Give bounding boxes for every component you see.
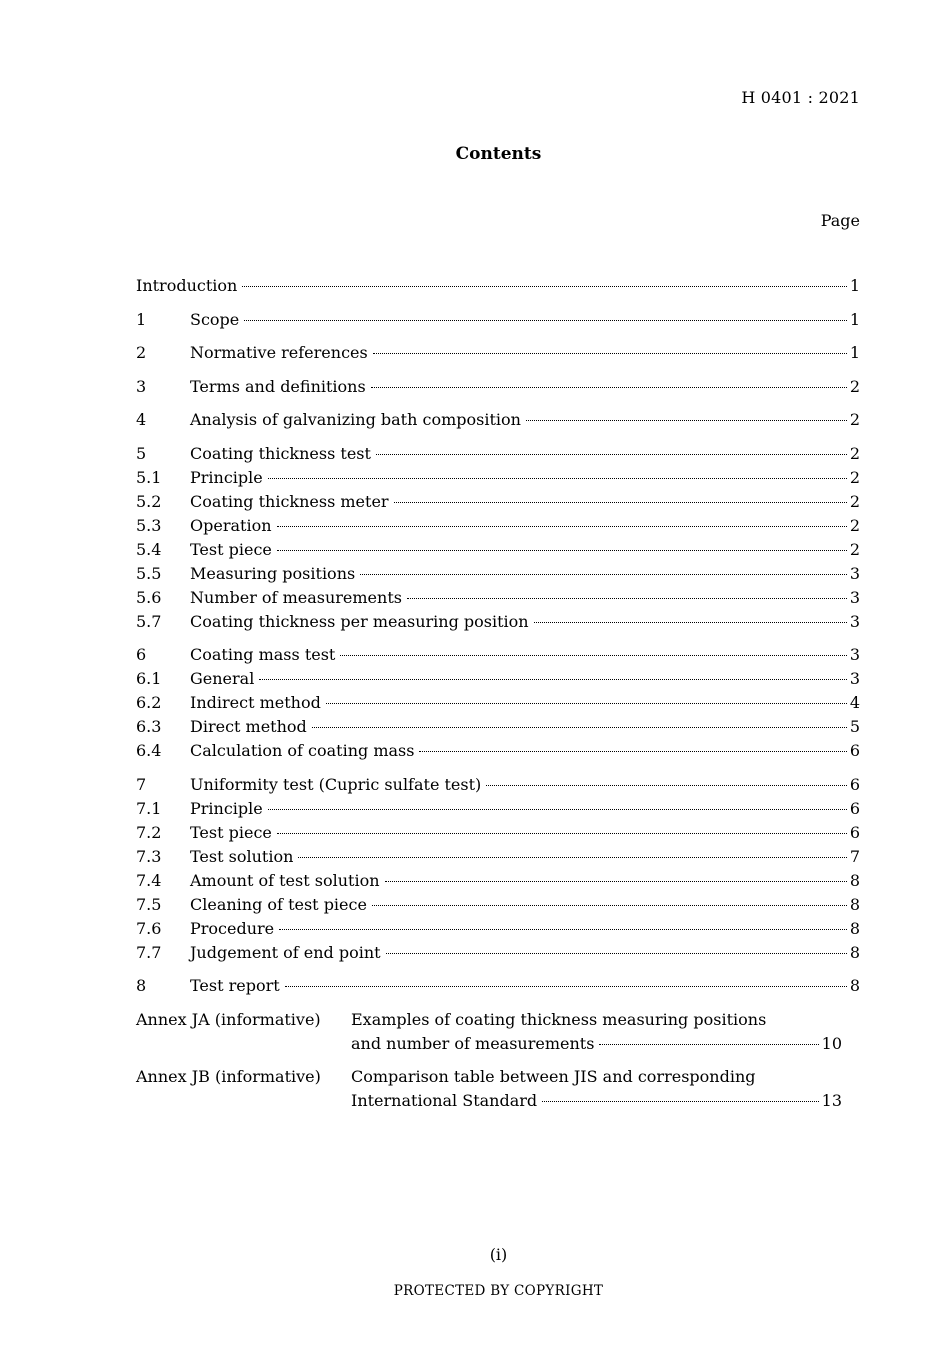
toc-entry-label: Measuring positions <box>190 563 356 583</box>
toc-entry[interactable] <box>136 847 860 871</box>
toc-entry[interactable] <box>136 410 860 434</box>
table-of-contents <box>136 276 860 1115</box>
toc-entry-page: 3 <box>849 611 860 631</box>
toc-entry[interactable] <box>136 377 860 401</box>
toc-entry-label: Calculation of coating mass <box>190 741 415 760</box>
toc-entry-number: 6.3 <box>136 717 162 736</box>
toc-entry-page: 6 <box>849 741 860 760</box>
toc-entry-label: Test piece <box>190 539 272 559</box>
dot-leader <box>386 953 847 954</box>
toc-entry-number: 7.4 <box>136 870 162 890</box>
dot-leader <box>326 703 847 704</box>
dot-leader <box>277 526 847 527</box>
annex-title-line1: Comparison table between JIS and corresponding <box>351 1067 756 1086</box>
toc-entry-number: 7.6 <box>136 918 162 938</box>
toc-entry-label: Terms and definitions <box>190 376 366 396</box>
dot-leader <box>371 387 847 388</box>
toc-entry[interactable] <box>136 564 860 588</box>
toc-entry[interactable] <box>136 540 860 564</box>
toc-entry[interactable] <box>136 645 860 669</box>
toc-entry[interactable] <box>136 612 860 636</box>
toc-entry-page: 3 <box>849 669 860 688</box>
toc-entry[interactable] <box>136 717 860 741</box>
toc-entry[interactable] <box>136 741 860 765</box>
toc-entry[interactable] <box>136 871 860 895</box>
dot-leader <box>340 655 846 656</box>
annex-key: Annex JA (informative) <box>136 1009 321 1029</box>
toc-entry[interactable] <box>136 775 860 799</box>
toc-entry-number: 7.2 <box>136 822 162 842</box>
toc-entry-label: Number of measurements <box>190 587 402 607</box>
toc-entry-label: Procedure <box>190 918 275 938</box>
toc-entry-label: Test report <box>190 976 280 995</box>
toc-entry-label: Indirect method <box>190 693 321 712</box>
toc-entry[interactable] <box>136 588 860 612</box>
toc-entry-page: 8 <box>849 918 860 938</box>
dot-leader <box>419 751 846 752</box>
annex-title-line2: International Standard <box>351 1091 538 1110</box>
toc-entry-page: 1 <box>849 309 860 329</box>
toc-entry-label: Principle <box>190 467 263 487</box>
toc-entry-page: 5 <box>849 717 860 736</box>
toc-entry[interactable] <box>136 276 860 300</box>
toc-entry-number: 6.4 <box>136 741 162 760</box>
dot-leader <box>244 320 847 321</box>
toc-entry[interactable] <box>136 310 860 334</box>
toc-entry[interactable] <box>136 799 860 823</box>
toc-entry-page: 2 <box>849 410 860 429</box>
toc-entry-number: 8 <box>136 976 147 995</box>
toc-entry-page: 8 <box>849 894 860 914</box>
toc-entry-number: 5.1 <box>136 467 162 487</box>
toc-entry[interactable] <box>136 919 860 943</box>
toc-entry-page: 2 <box>849 467 860 487</box>
toc-entry[interactable] <box>136 823 860 847</box>
dot-leader <box>242 286 846 287</box>
toc-entry-label: Uniformity test (Cupric sulfate test) <box>190 774 482 794</box>
toc-entry-label: Principle <box>190 798 263 818</box>
dot-leader <box>385 881 847 882</box>
toc-entry-label: Analysis of galvanizing bath composition <box>190 410 521 429</box>
dot-leader <box>372 905 847 906</box>
toc-entry-page: 6 <box>849 798 860 818</box>
annex-title-line2: and number of measurements <box>351 1033 595 1053</box>
dot-leader <box>526 420 847 421</box>
toc-entry-number: 3 <box>136 376 147 396</box>
toc-entry-page: 1 <box>849 343 860 362</box>
toc-entry-number: 5.3 <box>136 515 162 535</box>
annex-key: Annex JB (informative) <box>136 1067 321 1086</box>
toc-entry-number: 1 <box>136 309 147 329</box>
toc-entry-page: 8 <box>849 942 860 962</box>
toc-entry[interactable] <box>136 669 860 693</box>
toc-entry-number: 6.1 <box>136 669 162 688</box>
dot-leader <box>360 574 847 575</box>
toc-entry[interactable] <box>136 343 860 367</box>
dot-leader <box>259 679 846 680</box>
toc-entry-number: 5.5 <box>136 563 162 583</box>
toc-entry[interactable] <box>136 444 860 468</box>
dot-leader <box>376 454 847 455</box>
toc-entry-label: Judgement of end point <box>190 942 381 962</box>
toc-entry-number: 6 <box>136 645 147 664</box>
toc-entry-label: Coating thickness per measuring position <box>190 611 529 631</box>
annex-entry[interactable] <box>136 1067 860 1115</box>
toc-entry-page: 7 <box>849 846 860 866</box>
toc-entry-label: Test piece <box>190 822 272 842</box>
dot-leader <box>486 785 847 786</box>
toc-entry-number: 7 <box>136 774 147 794</box>
toc-entry[interactable] <box>136 516 860 540</box>
toc-entry-number: 5.6 <box>136 587 162 607</box>
toc-entry[interactable] <box>136 943 860 967</box>
toc-entry-number: 7.7 <box>136 942 162 962</box>
annex-page: 13 <box>821 1091 842 1110</box>
toc-entry-number: 5.7 <box>136 611 162 631</box>
dot-leader <box>599 1044 818 1045</box>
toc-entry-page: 3 <box>849 645 860 664</box>
toc-entry-page: 1 <box>849 276 860 295</box>
annex-page: 10 <box>821 1033 842 1053</box>
toc-entry-page: 6 <box>849 822 860 842</box>
page-column-heading: Page <box>820 211 860 230</box>
toc-entry-label: Normative references <box>190 343 368 362</box>
toc-entry-label: Coating thickness meter <box>190 491 389 511</box>
toc-entry-number: 5 <box>136 443 147 463</box>
toc-entry-label: Cleaning of test piece <box>190 894 367 914</box>
toc-entry-label: Test solution <box>190 846 294 866</box>
toc-entry-label: Coating mass test <box>190 645 336 664</box>
toc-entry-label: Amount of test solution <box>190 870 380 890</box>
toc-entry-label: General <box>190 669 255 688</box>
toc-entry[interactable] <box>136 492 860 516</box>
toc-entry-page: 8 <box>849 976 860 995</box>
toc-entry[interactable] <box>136 693 860 717</box>
toc-entry-number: 5.2 <box>136 491 162 511</box>
dot-leader <box>394 502 847 503</box>
toc-entry-number: 7.5 <box>136 894 162 914</box>
toc-entry[interactable] <box>136 976 860 1000</box>
standard-number: H 0401 : 2021 <box>741 88 860 107</box>
toc-entry-number: 7.1 <box>136 798 162 818</box>
toc-entry-page: 2 <box>849 491 860 511</box>
toc-entry-page: 8 <box>849 870 860 890</box>
toc-entry-number: 6.2 <box>136 693 162 712</box>
toc-entry-page: 3 <box>849 587 860 607</box>
dot-leader <box>542 1101 818 1102</box>
toc-entry-page: 3 <box>849 563 860 583</box>
dot-leader <box>285 986 847 987</box>
toc-entry-label: Coating thickness test <box>190 443 371 463</box>
toc-entry-number: 2 <box>136 343 147 362</box>
toc-entry-page: 2 <box>849 539 860 559</box>
toc-entry-label: Scope <box>190 309 240 329</box>
dot-leader <box>534 622 847 623</box>
toc-entry-label: Direct method <box>190 717 307 736</box>
dot-leader <box>268 478 847 479</box>
toc-entry[interactable] <box>136 895 860 919</box>
toc-entry-label: Operation <box>190 515 272 535</box>
dot-leader <box>373 353 847 354</box>
dot-leader <box>312 727 847 728</box>
dot-leader <box>268 809 847 810</box>
toc-entry-number: 5.4 <box>136 539 162 559</box>
dot-leader <box>407 598 847 599</box>
toc-entry-number: 4 <box>136 410 147 429</box>
toc-entry-number: 7.3 <box>136 846 162 866</box>
dot-leader <box>277 833 847 834</box>
toc-entry[interactable] <box>136 468 860 492</box>
dot-leader <box>298 857 846 858</box>
annex-title-line1: Examples of coating thickness measuring positions <box>351 1009 767 1029</box>
annex-entry[interactable] <box>136 1010 860 1058</box>
toc-entry-page: 2 <box>849 443 860 463</box>
toc-entry-label: Introduction <box>136 276 238 295</box>
toc-entry-page: 2 <box>849 376 860 396</box>
toc-entry-page: 4 <box>849 693 860 712</box>
dot-leader <box>279 929 847 930</box>
page-title: Contents <box>455 144 542 164</box>
footer-page-number: (i) <box>489 1245 508 1264</box>
dot-leader <box>277 550 847 551</box>
toc-entry-page: 6 <box>849 774 860 794</box>
copyright-notice: PROTECTED BY COPYRIGHT <box>393 1283 604 1299</box>
toc-entry-page: 2 <box>849 515 860 535</box>
